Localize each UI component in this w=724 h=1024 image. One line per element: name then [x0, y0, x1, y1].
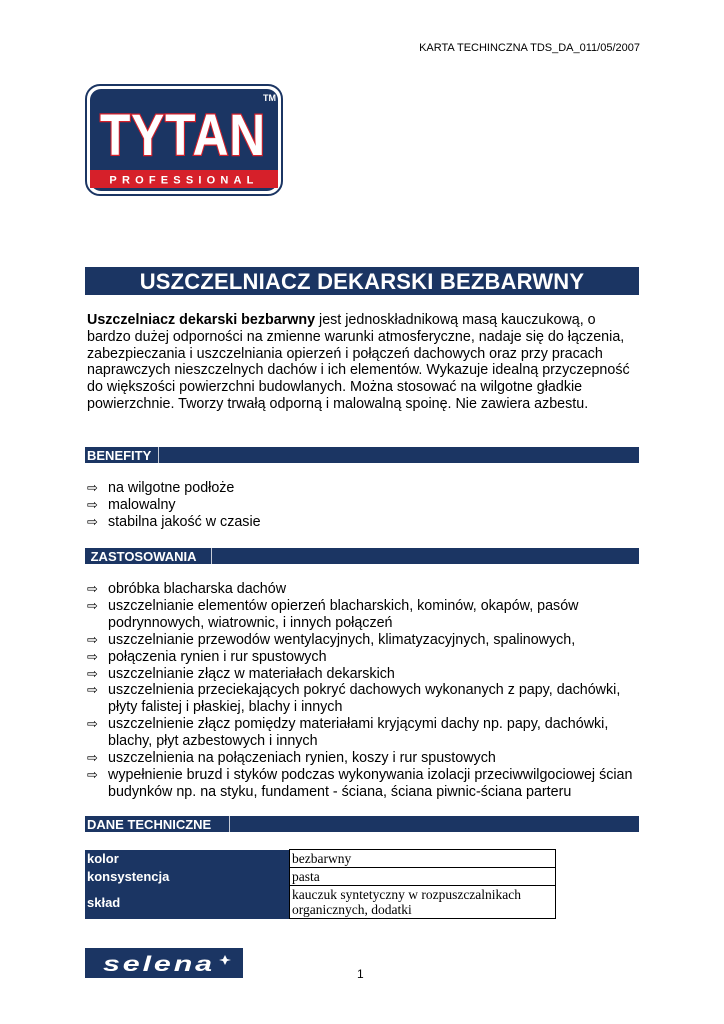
arrow-bullet-icon: ⇨ — [87, 496, 98, 512]
arrow-bullet-icon: ⇨ — [87, 750, 98, 766]
logo-brand-text: TYTAN — [100, 103, 266, 168]
uses-list — [87, 581, 647, 801]
list-item: ⇨ uszczelnienia na połączeniach rynien, koszy i rur spustowych — [87, 750, 496, 767]
list-item: ⇨ uszczelnienia przeciekających pokryć dachowych wykonanych z papy, dachówki, płyty falistej i płaskiej, blachy i innych — [87, 682, 621, 716]
arrow-bullet-icon: ⇨ — [87, 665, 98, 681]
logo-tm: TM — [263, 93, 276, 103]
section-tech-title: DANE TECHNICZNE — [87, 817, 212, 832]
list-item: ⇨ połączenia rynien i rur spustowych — [87, 648, 327, 665]
list-item: ⇨ malowalny — [87, 496, 176, 513]
tech-data-table — [85, 849, 556, 919]
arrow-bullet-icon: ⇨ — [87, 631, 98, 647]
list-item: ⇨ uszczelnianie elementów opierzeń blacharskich, kominów, okapów, pasów podrynnowych, wiatrownic, i innych połączeń — [87, 597, 579, 631]
table-row — [85, 868, 556, 886]
arrow-bullet-icon: ⇨ — [87, 513, 98, 529]
table-row — [85, 850, 556, 868]
tytan-logo — [85, 84, 283, 196]
list-item: ⇨ na wilgotne podłoże — [87, 480, 235, 496]
list-item: ⇨ uszczelnianie przewodów wentylacyjnych, klimatyzacyjnych, spalinowych, — [87, 631, 576, 648]
table-row — [85, 886, 556, 919]
tech-value: pasta — [290, 868, 556, 886]
tech-key: skład — [85, 886, 290, 919]
section-tech-header — [85, 816, 639, 832]
benefits-list — [87, 480, 647, 531]
tech-value: kauczuk syntetyczny w rozpuszczalnikach organicznych, dodatki — [290, 886, 556, 919]
intro-lead: Uszczelniacz dekarski bezbarwny — [87, 312, 316, 328]
list-item: ⇨ stabilna jakość w czasie — [87, 513, 261, 530]
arrow-bullet-icon: ⇨ — [87, 766, 98, 782]
tech-key: konsystencja — [85, 868, 290, 886]
selena-logo — [85, 948, 243, 978]
list-item: ⇨ uszczelnianie złącz w materiałach dekarskich — [87, 665, 395, 682]
list-item: ⇨ wypełnienie bruzd i styków podczas wykonywania izolacji przeciwwilgociowej ścian budynków np. na styku, fundament - ściana, ściana piwnic-ściana parteru — [87, 766, 633, 800]
arrow-bullet-icon: ⇨ — [87, 581, 98, 596]
arrow-bullet-icon: ⇨ — [87, 716, 98, 732]
list-item: ⇨ obróbka blacharska dachów — [87, 581, 287, 597]
intro-text: jest jednoskładnikową masą kauczukową, o bardzo dużej odporności na zmienne warunki atmosferyczne, nadaje się do łączenia, zabezpieczania i uszczelniania opierzeń i połączeń dachowych oraz przy pracach naprawczych nieszczelnych dachów i ich elementów. Wykazuje idealną przyczepność do większości powierzchni budowlanych. Można stosować na wilgotne gładkie powierzchnie. Tworzy trwałą odporną i malowalną spoinę. Nie zawiera azbestu. — [87, 312, 630, 412]
list-item: ⇨ uszczelnienie złącz pomiędzy materiałami kryjącymi dachy np. papy, dachówki, blachy, płyt azbestowych i innych — [87, 716, 609, 750]
intro-paragraph — [87, 312, 643, 413]
document-code: KARTA TECHINCZNA TDS_DA_011/05/2007 — [419, 42, 640, 54]
page-number: 1 — [357, 967, 364, 981]
arrow-bullet-icon: ⇨ — [87, 648, 98, 664]
logo-subtitle: PROFESSIONAL — [109, 174, 259, 187]
section-benefits-header — [85, 447, 639, 463]
arrow-bullet-icon: ⇨ — [87, 682, 98, 698]
selena-logo-text: selena — [103, 953, 215, 976]
section-benefits-title: BENEFITY — [87, 448, 152, 463]
arrow-bullet-icon: ⇨ — [87, 480, 98, 495]
tech-value: bezbarwny — [290, 850, 556, 868]
section-uses-header — [85, 548, 639, 564]
section-uses-title: ZASTOSOWANIA — [87, 549, 197, 564]
document-title: USZCZELNIACZ DEKARSKI BEZBARWNY — [85, 267, 639, 295]
arrow-bullet-icon: ⇨ — [87, 597, 98, 613]
tech-key: kolor — [85, 850, 290, 868]
